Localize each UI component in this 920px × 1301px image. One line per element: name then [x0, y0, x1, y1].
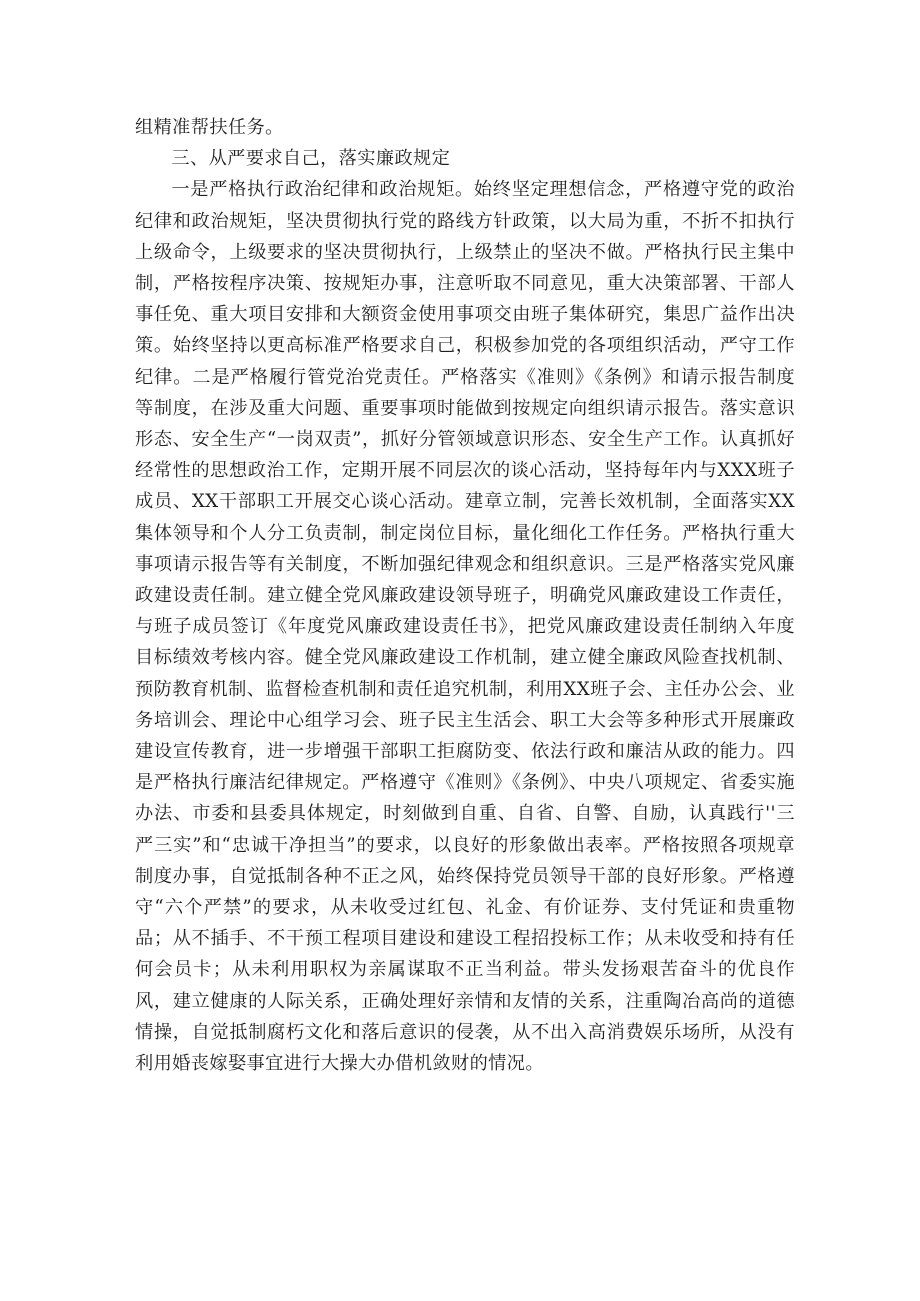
- document-body: [135, 112, 795, 1079]
- carryover-line: 组精准帮扶任务。: [135, 117, 284, 138]
- body-paragraph: 一是严格执行政治纪律和政治规矩。始终坚定理想信念，严格遵守党的政治纪律和政治规矩，坚决贯彻执行党的路线方针政策，以大局为重，不折不扣执行上级命令，上级要求的坚决贯彻执行，上级禁止的坚决不做。严格执行民主集中制，严格按程序决策、按规矩办事，注意听取不同意见，重大决策部署、干部人事任免、重大项目安排和大额资金使用事项交由班子集体研究，集思广益作出决策。始终坚持以更高标准严格要求自己，积极参加党的各项组织活动，严守工作纪律。二是严格履行管党治党责任。严格落实《准则》《条例》和请示报告制度等制度，在涉及重大问题、重要事项时能做到按规定向组织请示报告。落实意识形态、安全生产“一岗双责”，抓好分管领域意识形态、安全生产工作。认真抓好经常性的思想政治工作，定期开展不同层次的谈心活动，坚持每年内与XXX班子成员、XX干部职工开展交心谈心活动。建章立制，完善长效机制，全面落实XX集体领导和个人分工负责制，制定岗位目标，量化细化工作任务。严格执行重大事项请示报告等有关制度，不断加强纪律观念和组织意识。三是严格落实党风廉政建设责任制。建立健全党风廉政建设领导班子，明确党风廉政建设工作责任，与班子成员签订《年度党风廉政建设责任书》，把党风廉政建设责任制纳入年度目标绩效考核内容。健全党风廉政建设工作机制，建立健全廉政风险查找机制、预防教育机制、监督检查机制和责任追究机制，利用XX班子会、主任办公会、业务培训会、理论中心组学习会、班子民主生活会、职工大会等多种形式开展廉政建设宣传教育，进一步增强干部职工拒腐防变、依法行政和廉洁从政的能力。四是严格执行廉洁纪律规定。严格遵守《准则》《条例》、中央八项规定、省委实施办法、市委和县委具体规定，时刻做到自重、自省、自警、自励，认真践行''三严三实”和“忠诚干净担当”的要求，以良好的形象做出表率。严格按照各项规章制度办事，自觉抵制各种不正之风，始终保持党员领导干部的良好形象。严格遵守“六个严禁”的要求，从未收受过红包、礼金、有价证券、支付凭证和贵重物品；从不插手、不干预工程项目建设和建设工程招投标工作；从未收受和持有任何会员卡；从未利用职权为亲属谋取不正当利益。带头发扬艰苦奋斗的优良作风，建立健康的人际关系，正确处理好亲情和友情的关系，注重陶冶高尚的道德情操，自觉抵制腐朽文化和落后意识的侵袭，从不出入高消费娱乐场所，从没有利用婚丧嫁娶事宜进行大操大办借机敛财的情况。: [135, 179, 795, 1075]
- section-heading: 三、从严要求自己，落实廉政规定: [171, 148, 451, 170]
